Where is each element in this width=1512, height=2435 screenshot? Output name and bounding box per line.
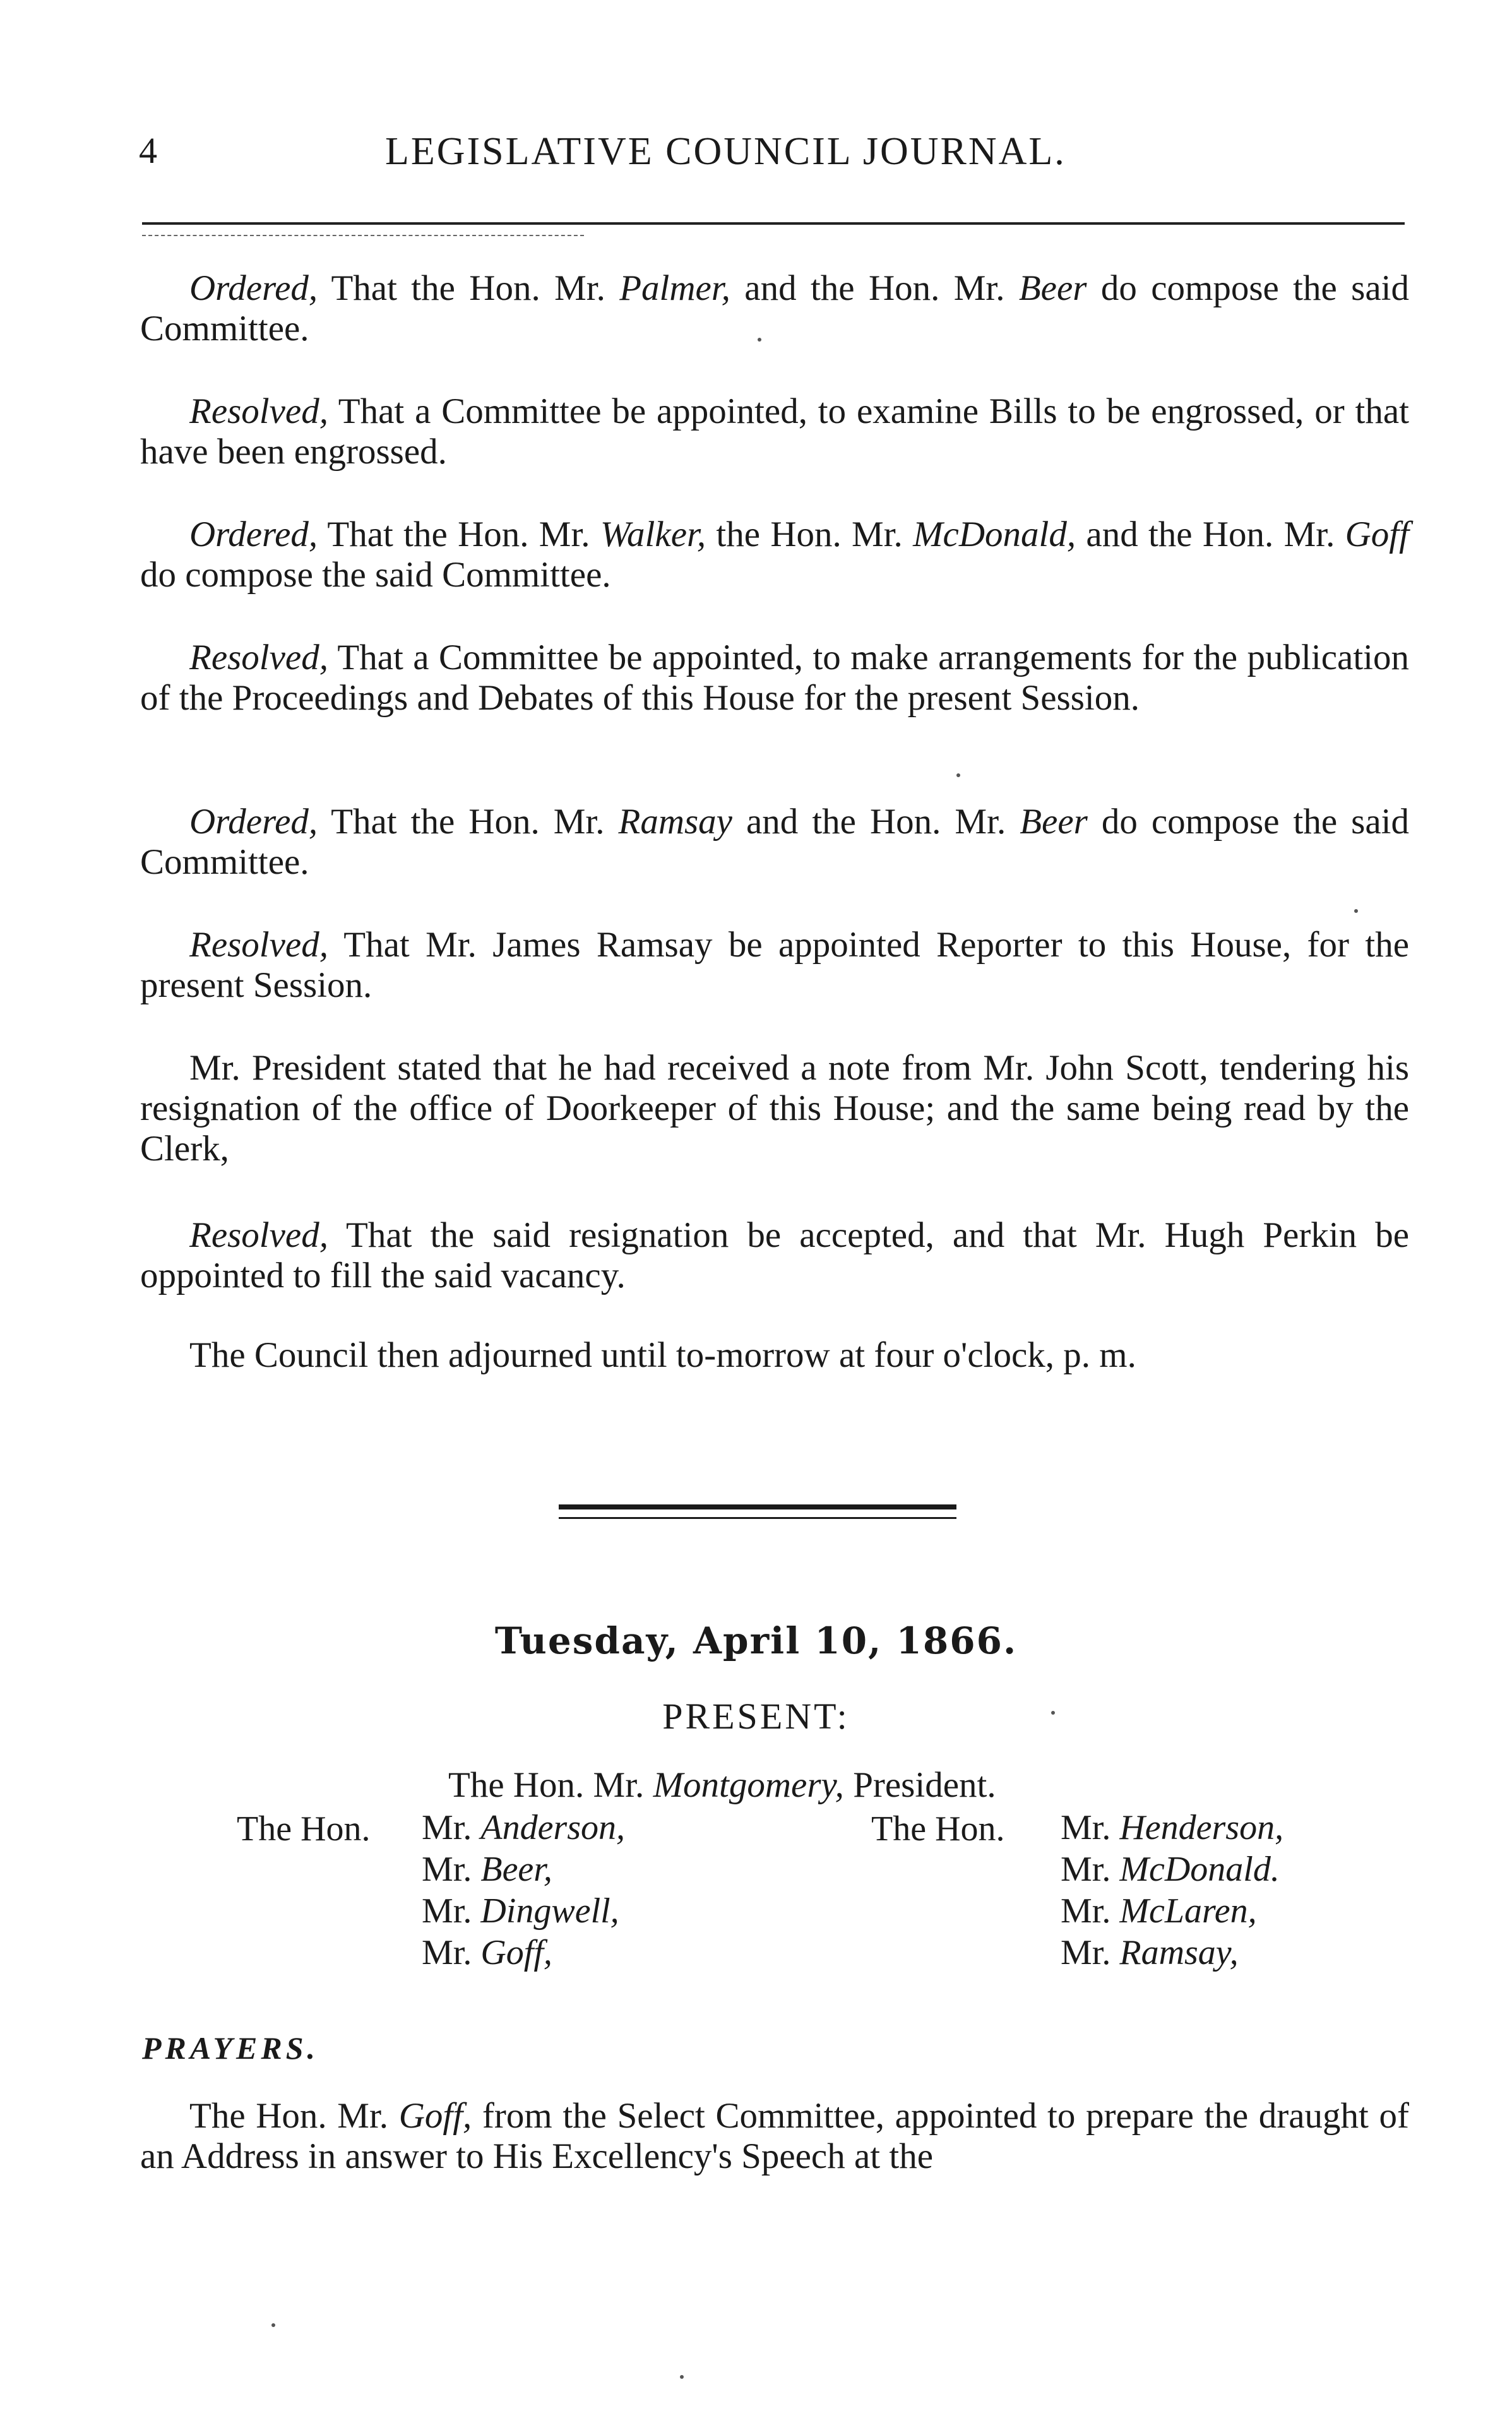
print-speck [956, 773, 960, 777]
right-members-list [1061, 1807, 1283, 1974]
italic-name: Ramsay [618, 802, 732, 842]
paragraph-lead-word: Ordered, [189, 268, 318, 308]
paragraph-lead-word: Resolved, [189, 391, 328, 431]
presiding-officer-line [448, 1765, 996, 1806]
left-members-list [422, 1807, 625, 1974]
italic-name: Beer [1020, 802, 1088, 842]
paragraph-lead-word: Resolved, [189, 638, 328, 677]
member-name: Anderson, [480, 1808, 626, 1847]
member-title: Mr. [1061, 1850, 1120, 1889]
prayers-heading: PRAYERS. [142, 2030, 319, 2066]
section-separator-thin [559, 1517, 956, 1519]
presiding-prefix: The Hon. Mr. [448, 1765, 653, 1805]
member-entry [1061, 1807, 1283, 1849]
right-members-prefix: The Hon. [871, 1809, 1005, 1849]
proceedings-paragraph: The Council then adjourned until to-morrow at four o'clock, p. m. [189, 1335, 1136, 1375]
member-name: Beer, [480, 1850, 552, 1889]
member-name: McDonald. [1119, 1850, 1280, 1889]
presiding-name: Montgomery, [653, 1765, 844, 1805]
italic-name: Beer [1018, 268, 1087, 308]
proceedings-paragraph: Resolved, That Mr. James Ramsay be appointed Reporter to this House, for the present Session. [140, 925, 1409, 1005]
italic-name: Goff [1345, 515, 1409, 554]
proceedings-paragraph: Ordered, That the Hon. Mr. Palmer, and the Hon. Mr. Beer do compose the said Committee. [140, 268, 1409, 348]
page-number: 4 [139, 130, 157, 171]
journal-title: LEGISLATIVE COUNCIL JOURNAL. [385, 130, 1066, 173]
section-separator-thick [559, 1504, 956, 1509]
member-entry [422, 1849, 625, 1890]
member-entry [422, 1807, 625, 1849]
member-entry [422, 1932, 625, 1974]
paragraph-lead-word: Ordered, [189, 515, 318, 554]
print-speck [271, 2323, 275, 2327]
proceedings-paragraph: The Hon. Mr. Goff, from the Select Committee, appointed to prepare the draught of an Address in answer to His Excellency's Speech at the [140, 2096, 1409, 2176]
session-date: Tuesday, April 10, 1866. [494, 1619, 1018, 1662]
paragraph-lead-word: Resolved, [189, 1215, 328, 1255]
member-entry [1061, 1932, 1283, 1974]
proceedings-paragraph: Resolved, That a Committee be appointed, to examine Bills to be engrossed, or that have been engrossed. [140, 391, 1409, 472]
header-rule-dashed [142, 235, 584, 236]
member-title: Mr. [422, 1891, 481, 1931]
proceedings-paragraph: Resolved, That a Committee be appointed, to make arrangements for the publication of the Proceedings and Debates of this House for the present Session. [140, 638, 1409, 718]
member-title: Mr. [1061, 1808, 1120, 1847]
proceedings-paragraph: Ordered, That the Hon. Mr. Walker, the Hon. Mr. McDonald, and the Hon. Mr. Goff do compose the said Committee. [140, 515, 1409, 595]
print-speck [680, 2375, 684, 2379]
proceedings-paragraph: Resolved, That the said resignation be accepted, and that Mr. Hugh Perkin be oppointed to fill the said vacancy. [140, 1215, 1409, 1295]
presiding-suffix: President. [843, 1765, 996, 1805]
member-name: McLaren, [1119, 1891, 1257, 1931]
member-entry [1061, 1849, 1283, 1890]
page-header [139, 129, 1414, 180]
member-entry [1061, 1890, 1283, 1932]
present-heading: PRESENT: [662, 1696, 850, 1737]
member-name: Dingwell, [480, 1891, 619, 1931]
member-title: Mr. [422, 1808, 481, 1847]
member-title: Mr. [422, 1850, 481, 1889]
left-members-prefix: The Hon. [237, 1809, 371, 1849]
paragraph-lead-word: Resolved, [189, 925, 328, 965]
proceedings-paragraph: Mr. President stated that he had received a note from Mr. John Scott, tendering his resignation of the office of Doorkeeper of this House; and the same being read by the Clerk, [140, 1048, 1409, 1169]
member-name: Goff, [480, 1933, 552, 1972]
member-name: Henderson, [1119, 1808, 1284, 1847]
member-title: Mr. [1061, 1933, 1120, 1972]
print-speck [758, 338, 761, 342]
proceedings-paragraph: Ordered, That the Hon. Mr. Ramsay and the Hon. Mr. Beer do compose the said Committee. [140, 802, 1409, 882]
member-title: Mr. [1061, 1891, 1120, 1931]
italic-name: Goff, [398, 2096, 472, 2136]
print-speck [1354, 909, 1358, 913]
member-title: Mr. [422, 1933, 481, 1972]
italic-name: McDonald, [913, 515, 1076, 554]
italic-name: Walker, [600, 515, 706, 554]
paragraph-lead-word: Ordered, [189, 802, 318, 842]
member-entry [422, 1890, 625, 1932]
italic-name: Palmer, [619, 268, 730, 308]
print-speck [1051, 1711, 1055, 1715]
member-name: Ramsay, [1119, 1933, 1239, 1972]
header-rule [142, 222, 1405, 225]
